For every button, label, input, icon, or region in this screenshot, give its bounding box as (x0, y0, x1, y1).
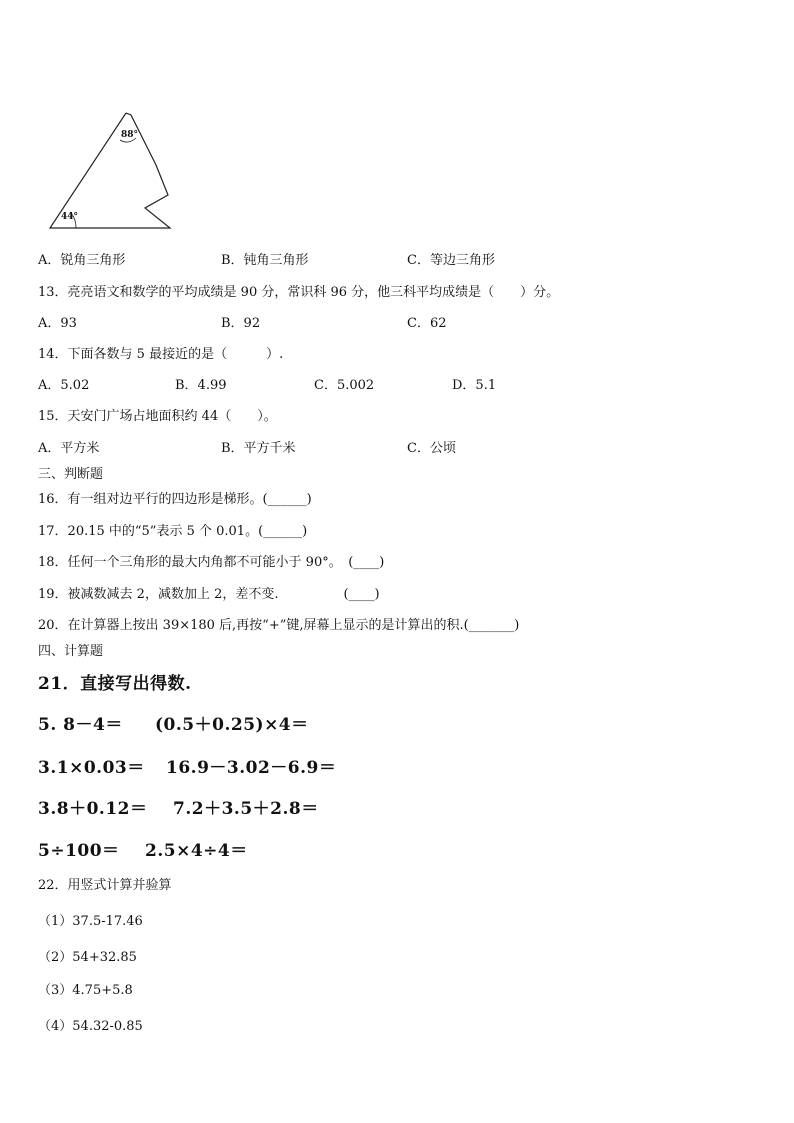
q12-option-a: A．锐角三角形 (38, 253, 126, 268)
judgement-item: 20．在计算器上按出 39×180 后,再按“+”键,屏幕上显示的是计算出的积.(_______) (38, 618, 520, 633)
judgement-item: 16．有一组对边平行的四边形是梯形。(______) (38, 492, 312, 507)
q22-item: （2）54+32.85 (38, 950, 137, 965)
judgement-item: 17．20.15 中的“5”表示 5 个 0.01。(______) (38, 524, 308, 539)
q12-option-c: C．等边三角形 (407, 253, 495, 268)
q21-expr: 3.8＋0.12＝ (38, 799, 148, 819)
q22-item: （3）4.75+5.8 (38, 983, 133, 998)
q14-option-d: D．5.1 (452, 378, 497, 393)
q15-text: 15．天安门广场占地面积约 44（ ）。 (38, 409, 277, 424)
section-heading-calculation: 四、计算题 (38, 644, 104, 659)
q14-option-b: B．4.99 (175, 378, 227, 393)
angle-label-top: 88° (121, 130, 139, 140)
q13-option-a: A．93 (38, 316, 77, 331)
q13-option-c: C．62 (407, 316, 447, 331)
q14-option-a: A．5.02 (38, 378, 90, 393)
q21-expr: 16.9－3.02－6.9＝ (166, 758, 337, 778)
q15-option-b: B．平方千米 (221, 441, 296, 456)
q13-text: 13．亮亮语文和数学的平均成绩是 90 分，常识科 96 分，他三科平均成绩是（ ）分。 (38, 285, 560, 300)
section-heading-judgement: 三、判断题 (38, 467, 104, 482)
q21-expr: 3.1×0.03＝ (38, 758, 145, 778)
q21-expr: 5. 8－4＝ (38, 715, 123, 735)
q15-option-c: C．公顷 (407, 441, 456, 456)
q22-item: （1）37.5-17.46 (38, 914, 143, 929)
q21-expr: (0.5＋0.25)×4＝ (155, 715, 309, 735)
q21-expr: 2.5×4÷4＝ (145, 841, 248, 861)
q12-option-b: B．钝角三角形 (221, 253, 309, 268)
angle-label-bottom: 44° (61, 212, 79, 222)
judgement-item: 18．任何一个三角形的最大内角都不可能小于 90°。 (____) (38, 555, 385, 570)
q22-item: （4）54.32-0.85 (38, 1019, 143, 1034)
q15-option-a: A．平方米 (38, 441, 100, 456)
q22-title: 22．用竖式计算并验算 (38, 878, 172, 893)
q13-option-b: B．92 (221, 316, 261, 331)
q21-expr: 7.2＋3.5＋2.8＝ (173, 799, 319, 819)
q14-text: 14．下面各数与 5 最接近的是（ ）. (38, 347, 284, 362)
q14-option-c: C．5.002 (314, 378, 375, 393)
q21-expr: 5÷100＝ (38, 841, 120, 861)
judgement-item: 19．被减数减去 2，减数加上 2，差不变. (____) (38, 587, 380, 602)
q21-title: 21．直接写出得数. (38, 674, 192, 694)
